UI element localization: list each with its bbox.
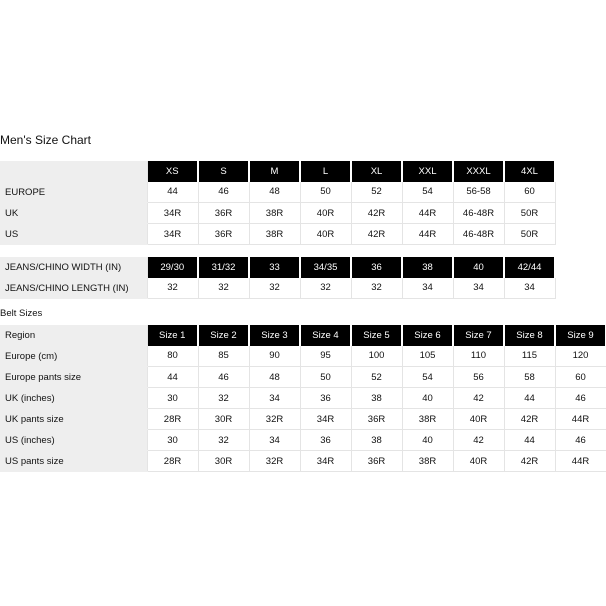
size-header-cell: L <box>300 161 351 182</box>
table-row <box>0 388 606 409</box>
table-cell: 100 <box>351 346 402 367</box>
table-cell: 38 <box>351 430 402 451</box>
table-cell: 80 <box>147 346 198 367</box>
table-row <box>0 367 606 388</box>
table-cell: 36R <box>351 451 402 472</box>
width-header-cell: 36 <box>351 257 402 278</box>
table-cell: 42 <box>453 388 504 409</box>
table-cell: 32 <box>147 278 198 299</box>
table-cell: 52 <box>351 367 402 388</box>
size-header-cell: 4XL <box>504 161 555 182</box>
table-cell: 38R <box>249 203 300 224</box>
row-label: US <box>0 224 147 245</box>
table-cell: 120 <box>555 346 606 367</box>
table-row <box>0 430 606 451</box>
belt-header-cell: Size 6 <box>402 325 453 346</box>
belt-header-cell: Size 7 <box>453 325 504 346</box>
table-cell: 36 <box>300 388 351 409</box>
table-row <box>0 346 606 367</box>
belt-header-cell: Size 4 <box>300 325 351 346</box>
table-cell: 42R <box>351 224 402 245</box>
table-cell: 44R <box>402 224 453 245</box>
table-cell: 32 <box>198 388 249 409</box>
table-cell: 36R <box>198 224 249 245</box>
table-cell: 32 <box>198 278 249 299</box>
size-header-cell: XS <box>147 161 198 182</box>
table-cell: 34 <box>249 430 300 451</box>
table-cell: 36 <box>300 430 351 451</box>
table-cell: 48 <box>249 182 300 203</box>
width-header-cell: 40 <box>453 257 504 278</box>
table-row <box>0 409 606 430</box>
row-label: Region <box>0 325 147 346</box>
table-cell: 36R <box>351 409 402 430</box>
table-cell: 46 <box>555 388 606 409</box>
table-cell: 36R <box>198 203 249 224</box>
table-cell: 50R <box>504 224 555 245</box>
table-cell: 46-48R <box>453 203 504 224</box>
table-cell: 50R <box>504 203 555 224</box>
table-cell: 34R <box>300 409 351 430</box>
jeans-width-row <box>0 257 555 278</box>
table-cell: 34R <box>147 203 198 224</box>
page-title: Men's Size Chart <box>0 133 91 147</box>
table-cell: 110 <box>453 346 504 367</box>
table-cell: 28R <box>147 409 198 430</box>
table-cell: 32 <box>249 278 300 299</box>
table-cell: 30 <box>147 430 198 451</box>
table-cell: 32 <box>351 278 402 299</box>
belt-header-cell: Size 1 <box>147 325 198 346</box>
belt-sizes-title: Belt Sizes <box>0 308 43 319</box>
table-cell: 38R <box>402 451 453 472</box>
row-label: JEANS/CHINO WIDTH (IN) <box>0 257 147 278</box>
row-label: Europe (cm) <box>0 346 147 367</box>
size-header-cell: XL <box>351 161 402 182</box>
table-cell: 60 <box>555 367 606 388</box>
table-cell: 46 <box>198 367 249 388</box>
width-header-cell: 33 <box>249 257 300 278</box>
size-chart-table <box>0 161 556 245</box>
table-cell: 54 <box>402 182 453 203</box>
row-label: UK <box>0 203 147 224</box>
table-cell: 46 <box>198 182 249 203</box>
table-cell: 42R <box>504 451 555 472</box>
table-cell: 44 <box>504 388 555 409</box>
row-label: JEANS/CHINO LENGTH (IN) <box>0 278 147 299</box>
jeans-length-row <box>0 278 555 299</box>
table-cell: 54 <box>402 367 453 388</box>
table-cell: 32 <box>300 278 351 299</box>
table-cell: 30R <box>198 409 249 430</box>
belt-header-cell: Size 2 <box>198 325 249 346</box>
row-label: US pants size <box>0 451 147 472</box>
table-cell: 42 <box>453 430 504 451</box>
table-cell: 95 <box>300 346 351 367</box>
row-label: US (inches) <box>0 430 147 451</box>
table-cell: 38 <box>351 388 402 409</box>
size-header-blank <box>0 161 147 182</box>
table-cell: 28R <box>147 451 198 472</box>
table-cell: 40R <box>300 224 351 245</box>
table-cell: 44R <box>555 451 606 472</box>
jeans-chino-table <box>0 257 556 299</box>
table-cell: 40R <box>453 451 504 472</box>
table-cell: 30 <box>147 388 198 409</box>
table-row <box>0 182 555 203</box>
width-header-cell: 31/32 <box>198 257 249 278</box>
table-cell: 46-48R <box>453 224 504 245</box>
row-label: Europe pants size <box>0 367 147 388</box>
table-cell: 34R <box>147 224 198 245</box>
table-row <box>0 451 606 472</box>
width-header-cell: 29/30 <box>147 257 198 278</box>
table-cell: 32 <box>198 430 249 451</box>
size-header-cell: XXXL <box>453 161 504 182</box>
table-cell: 34 <box>402 278 453 299</box>
table-cell: 40R <box>453 409 504 430</box>
table-cell: 34 <box>504 278 555 299</box>
table-cell: 44 <box>147 182 198 203</box>
table-cell: 50 <box>300 182 351 203</box>
width-header-cell: 38 <box>402 257 453 278</box>
width-header-cell: 34/35 <box>300 257 351 278</box>
belt-header-row <box>0 325 606 346</box>
table-cell: 34R <box>300 451 351 472</box>
belt-header-cell: Size 8 <box>504 325 555 346</box>
table-cell: 40 <box>402 430 453 451</box>
table-cell: 56-58 <box>453 182 504 203</box>
belt-sizes-table <box>0 325 606 472</box>
size-header-cell: M <box>249 161 300 182</box>
table-cell: 50 <box>300 367 351 388</box>
table-cell: 32R <box>249 409 300 430</box>
table-cell: 90 <box>249 346 300 367</box>
table-cell: 30R <box>198 451 249 472</box>
table-cell: 40R <box>300 203 351 224</box>
belt-header-cell: Size 9 <box>555 325 606 346</box>
table-cell: 34 <box>249 388 300 409</box>
table-row <box>0 224 555 245</box>
width-header-cell: 42/44 <box>504 257 555 278</box>
table-cell: 32R <box>249 451 300 472</box>
table-cell: 42R <box>504 409 555 430</box>
table-row <box>0 203 555 224</box>
belt-header-cell: Size 5 <box>351 325 402 346</box>
row-label: UK (inches) <box>0 388 147 409</box>
size-header-row <box>0 161 555 182</box>
table-cell: 58 <box>504 367 555 388</box>
table-cell: 38R <box>402 409 453 430</box>
table-cell: 42R <box>351 203 402 224</box>
table-cell: 56 <box>453 367 504 388</box>
table-cell: 85 <box>198 346 249 367</box>
row-label: UK pants size <box>0 409 147 430</box>
table-cell: 44R <box>402 203 453 224</box>
table-cell: 34 <box>453 278 504 299</box>
table-cell: 52 <box>351 182 402 203</box>
size-header-cell: XXL <box>402 161 453 182</box>
table-cell: 40 <box>402 388 453 409</box>
table-cell: 115 <box>504 346 555 367</box>
table-cell: 44 <box>147 367 198 388</box>
table-cell: 44R <box>555 409 606 430</box>
row-label: EUROPE <box>0 182 147 203</box>
table-cell: 44 <box>504 430 555 451</box>
table-cell: 60 <box>504 182 555 203</box>
table-cell: 46 <box>555 430 606 451</box>
belt-header-cell: Size 3 <box>249 325 300 346</box>
table-cell: 105 <box>402 346 453 367</box>
size-header-cell: S <box>198 161 249 182</box>
table-cell: 38R <box>249 224 300 245</box>
table-cell: 48 <box>249 367 300 388</box>
